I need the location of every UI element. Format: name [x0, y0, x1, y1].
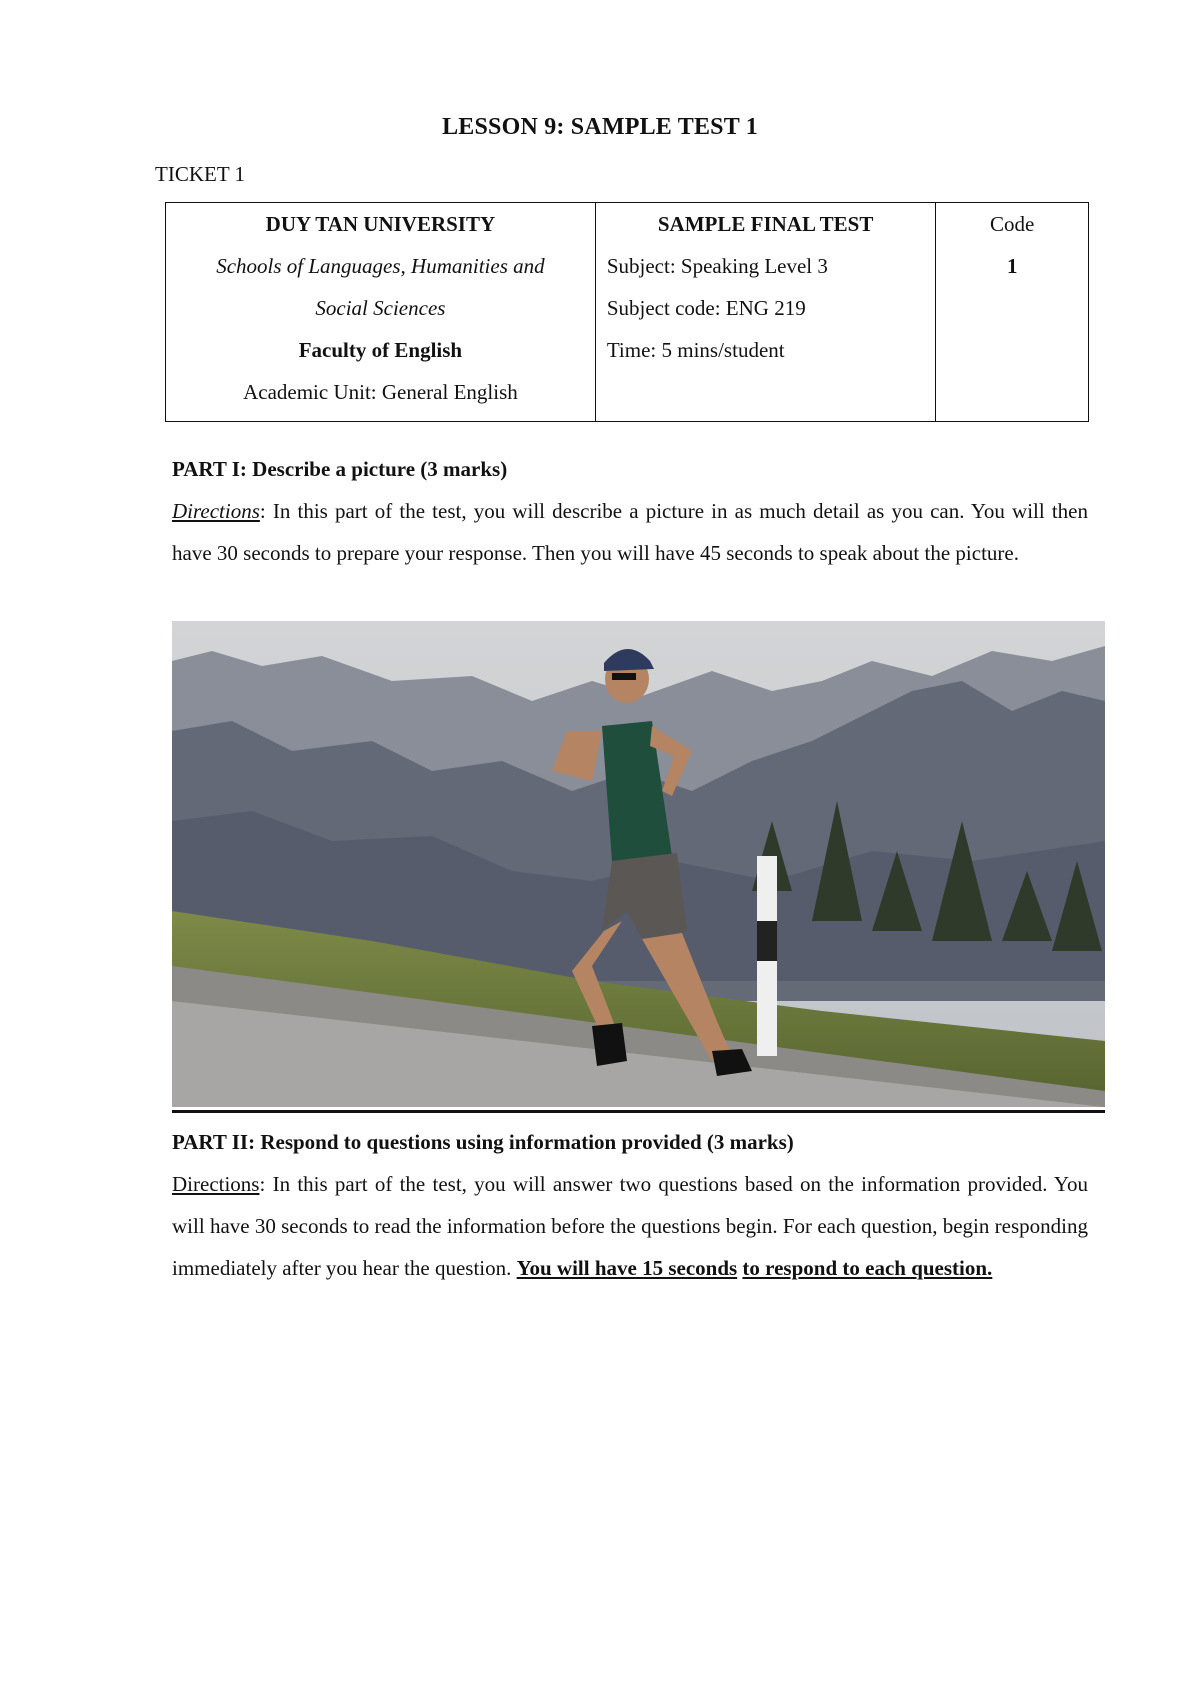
test-title: SAMPLE FINAL TEST — [657, 212, 874, 236]
university-name: DUY TAN UNIVERSITY — [265, 212, 496, 236]
university-cell — [166, 203, 596, 422]
subject: Subject: Speaking Level 3 — [606, 254, 828, 278]
part2-heading: PART II: Respond to questions using information provided (3 marks) — [172, 1130, 794, 1154]
exam-header-table — [165, 202, 1089, 422]
test-info-cell — [595, 203, 936, 422]
section-divider — [172, 1110, 1105, 1113]
code-cell — [936, 203, 1089, 422]
test-time: Time: 5 mins/student — [606, 338, 785, 362]
subject-code: Subject code: ENG 219 — [606, 296, 806, 320]
code-label: Code — [990, 212, 1035, 236]
part1-directions-text: : In this part of the test, you will describe a picture in as much detail as you can. You will then have 30 seconds to prepare your response. Then you will have 45 seconds to speak about the picture. — [172, 499, 1088, 565]
part2-emphasis-respond: to respond to each question. — [742, 1256, 993, 1280]
part1-heading: PART I: Describe a picture (3 marks) — [172, 457, 508, 481]
school-name-line2: Social Sciences — [315, 296, 446, 320]
part1-directions-label: Directions — [172, 499, 260, 523]
part2-directions — [172, 1163, 1088, 1289]
code-value: 1 — [1006, 254, 1018, 278]
faculty-name: Faculty of English — [298, 338, 463, 362]
part2-directions-label: Directions — [172, 1172, 260, 1196]
ticket-label: TICKET 1 — [155, 162, 246, 186]
part1-directions — [172, 490, 1088, 574]
academic-unit: Academic Unit: General English — [243, 380, 518, 404]
school-name-line1: Schools of Languages, Humanities and — [216, 254, 545, 278]
runner-mountain-photo — [172, 621, 1105, 1107]
part2-directions-text: : In this part of the test, you will answer two questions based on the information provided. You will have 30 seconds to read the information before the questions begin. For each question, begin responding immediately after you hear the question. — [172, 1172, 1088, 1280]
part2-emphasis-time: You will have 15 seconds — [516, 1256, 738, 1280]
lesson-title: LESSON 9: SAMPLE TEST 1 — [442, 114, 758, 140]
